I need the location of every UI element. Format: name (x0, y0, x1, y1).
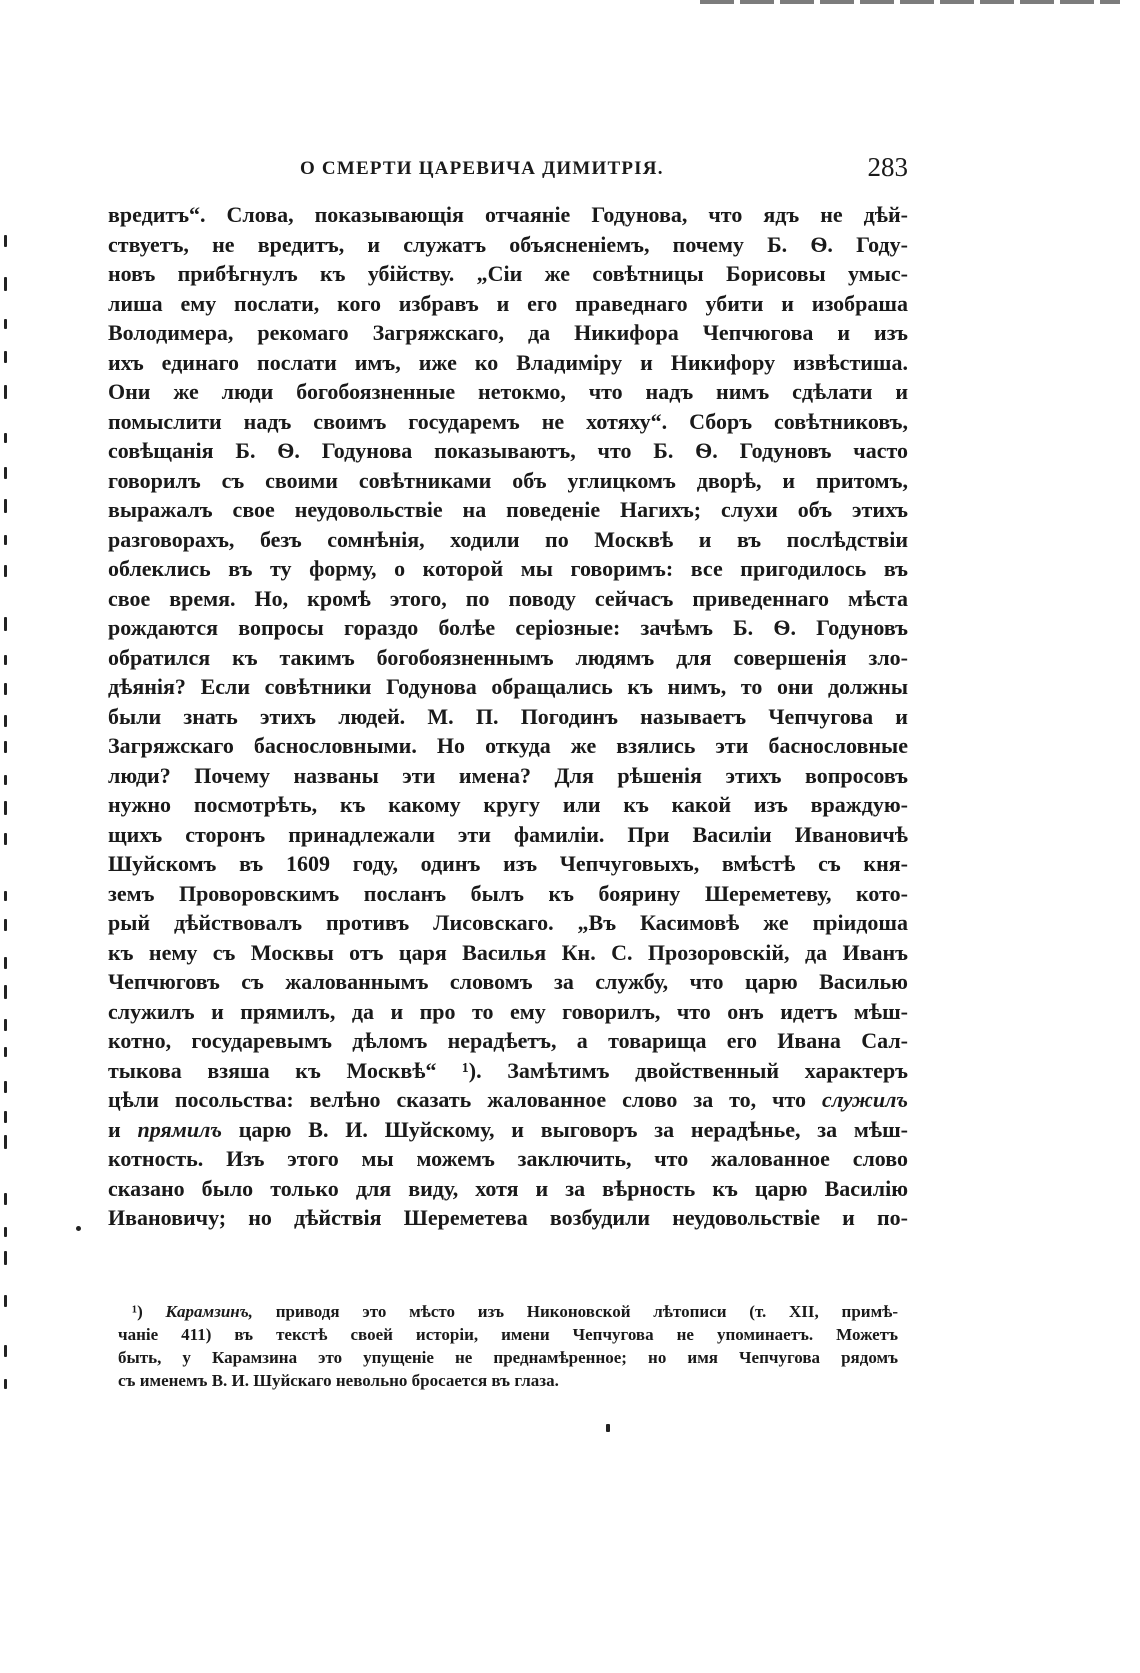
text-line: котность. Изъ этого мы можемъ заключить, что жалованное слово (108, 1146, 908, 1171)
text-line: обратился къ такимъ богобоязненнымъ людямъ для совершенія зло- (108, 644, 908, 670)
body-text (108, 200, 908, 1233)
text-line-with-italic (108, 1085, 908, 1115)
footnote (118, 1300, 898, 1392)
text-line: котно, государевымъ дѣломъ нерадѣетъ, а товарища его Ивана Сал- (108, 1028, 908, 1053)
text-line: Они же люди богобоязненные нетокмо, что надъ нимъ сдѣлати и (108, 379, 908, 404)
text-line: были знать этихъ людей. М. П. Погодинъ называетъ Чепчугова и (108, 703, 908, 729)
margin-marks (4, 235, 14, 1485)
footnote-line: съ именемъ В. И. Шуйскаго невольно бросается въ глаза. (118, 1371, 559, 1390)
text-line: дѣянія? Если совѣтники Годунова обращались къ нимъ, то они должны (108, 674, 908, 699)
text-line: служилъ и прямилъ, да и про то ему говорилъ, что онъ идетъ мѣш- (108, 998, 908, 1024)
text-line: выражалъ свое неудовольствіе на поведеніе Нагихъ; слухи объ этихъ (108, 497, 908, 522)
text-line: говорилъ съ своими совѣтниками объ углицкомъ дворѣ, и притомъ, (108, 467, 908, 493)
text-line: земъ Проворовскимъ посланъ былъ къ боярину Шереметеву, кото- (108, 880, 908, 906)
running-title: О СМЕРТИ ЦАРЕВИЧА ДИМИТРІЯ. (300, 158, 664, 179)
footnote-line: быть, у Карамзина это упущеніе не преднамѣренное; но имя Чепчугова рядомъ (118, 1348, 898, 1367)
text-line: люди? Почему названы эти имена? Для рѣшенія этихъ вопросовъ (108, 762, 908, 788)
text-line: облеклись въ ту форму, о которой мы говоримъ: все пригодилось въ (108, 556, 908, 581)
text-line-with-italic (108, 1115, 908, 1145)
text-line: Загряжскаго баснословными. Но откуда же взялись эти баснословные (108, 733, 908, 758)
text-line: свое время. Но, кромѣ этого, по поводу сейчасъ приведеннаго мѣста (108, 585, 908, 611)
text-line: къ нему съ Москвы отъ царя Василья Кн. С. Прозоровскій, да Иванъ (108, 939, 908, 965)
text-line: Володимера, рекомаго Загряжскаго, да Никифора Чепчюгова и изъ (108, 320, 908, 345)
text-fragment: царю В. И. Шуйскому, и выговоръ за нерадѣнье, за мѣш- (238, 1116, 908, 1142)
stray-dot (76, 1226, 81, 1231)
stray-dot (606, 1424, 610, 1432)
text-line: разговорахъ, безъ сомнѣнія, ходили по Москвѣ и въ послѣдствіи (108, 526, 908, 552)
text-line: Шуйскомъ въ 1609 году, одинъ изъ Чепчуговыхъ, вмѣстѣ съ кня- (108, 851, 908, 876)
text-line: тыкова взяша къ Москвѣ“ ¹). Замѣтимъ двойственный характеръ (108, 1057, 908, 1083)
text-line: рождаются вопросы гораздо болѣе серіозные: зачѣмъ Б. Ѳ. Годуновъ (108, 615, 908, 640)
text-line: совѣщанія Б. Ѳ. Годунова показываютъ, что Б. Ѳ. Годуновъ часто (108, 438, 908, 463)
text-line: Ивановичу; но дѣйствія Шереметева возбудили неудовольствіе и по- (108, 1205, 908, 1230)
footnote-marker: ¹) (132, 1302, 143, 1321)
italic-word: прямилъ (137, 1116, 222, 1142)
text-line: ствуетъ, не вредитъ, и служатъ объясненіемъ, почему Б. Ѳ. Году- (108, 231, 908, 257)
text-line: помыслити надъ своимъ государемъ не хотяху“. Сборъ совѣтниковъ, (108, 408, 908, 434)
text-line: щихъ сторонъ принадлежали эти фамиліи. При Василіи Ивановичѣ (108, 821, 908, 847)
footnote-line: чаніе 411) въ текстѣ своей исторіи, имени Чепчугова не упоминаетъ. Можетъ (118, 1325, 898, 1344)
text-line: Чепчюговъ съ жалованнымъ словомъ за службу, что царю Василью (108, 969, 908, 994)
footnote-text: приводя это мѣсто изъ Никоновской лѣтописи (т. XII, примѣ- (275, 1302, 899, 1321)
footnote-author: Карамзинъ, (165, 1302, 253, 1321)
text-line: нужно посмотрѣть, къ какому кругу или къ какой изъ враждую- (108, 792, 908, 817)
text-line: вредитъ“. Слова, показывающія отчаяніе Годунова, что ядъ не дѣй- (108, 202, 908, 227)
text-line: рый дѣйствовалъ противъ Лисовскаго. „Въ Касимовѣ же пріидоша (108, 910, 908, 935)
text-line: сказано было только для виду, хотя и за вѣрность къ царю Василію (108, 1175, 908, 1201)
text-fragment: цѣли посольства: велѣно сказать жалованное слово за то, что (108, 1087, 807, 1112)
page-number: 283 (867, 152, 908, 182)
text-line: лиша ему послати, кого избравъ и его праведнаго убити и изобраша (108, 290, 908, 316)
text-line: ихъ единаго послати имъ, иже ко Владиміру и Никифору извѣстиша. (108, 349, 908, 375)
text-line: новъ прибѣгнулъ къ убійству. „Сіи же совѣтницы Борисовы умыс- (108, 261, 908, 286)
scan-edge-artifact (700, 0, 1120, 4)
footnote-line (118, 1300, 898, 1323)
text-fragment: и (108, 1116, 121, 1142)
page-header (108, 152, 908, 188)
italic-word: служилъ (821, 1087, 909, 1112)
